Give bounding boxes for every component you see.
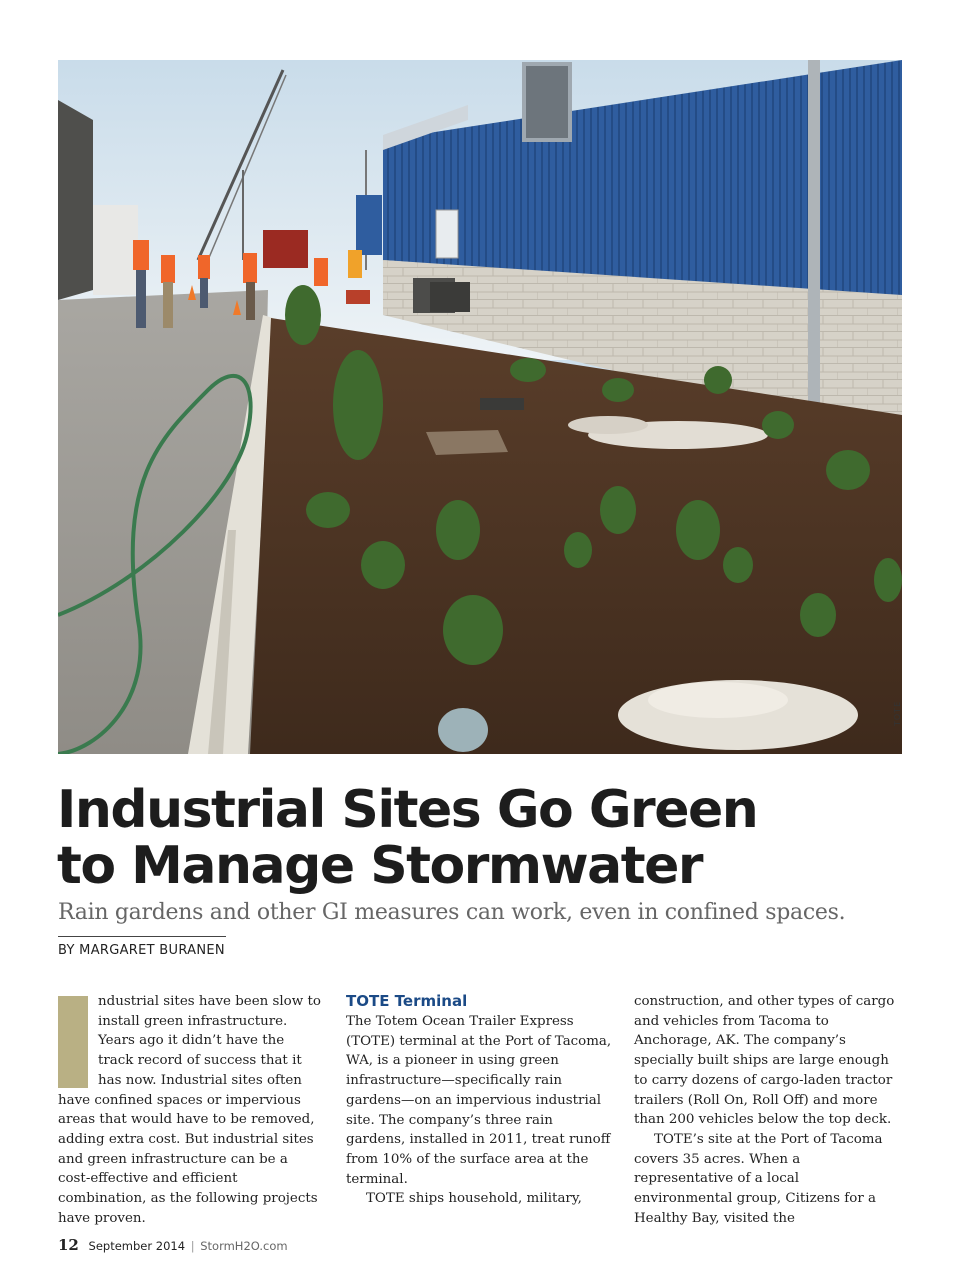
page-footer (58, 1236, 288, 1254)
col3-paragraph-2: TOTE’s site at the Port of Tacoma covers 35 acres. When a representative of a local environmental group, Citizens for a Healthy Bay, visited the (634, 1131, 883, 1226)
byline-rule (58, 936, 226, 937)
article-deck: Rain gardens and other GI measures can work, even in confined spaces. (58, 900, 846, 925)
col3-paragraph-1: construction, and other types of cargo and vehicles from Tacoma to Anchorage, AK. The company’s specially built ships are large enough to carry dozens of cargo-laden tractor trailers (Roll On, Roll Off) and more than 200 vehicles below the top deck. (634, 994, 895, 1128)
column-1 (58, 992, 322, 1228)
col1-paragraph: ndustrial sites have been slow to install green infrastructure. Years ago it didn’t have the track record of success that it has now. Industrial sites often have confined spaces or impervious areas that would have to be removed, adding extra cost. But industrial sites and green infrastructure can be a cost-effective and efficient combination, as the following projects have proven. (58, 994, 321, 1226)
article-title-line2: to Manage Stormwater (57, 836, 702, 896)
photo-illustration (58, 60, 902, 754)
column-3 (634, 992, 900, 1228)
article-title-line1: Industrial Sites Go Green (57, 780, 758, 840)
col2-paragraph-1: The Totem Ocean Trailer Express (TOTE) terminal at the Port of Tacoma, WA, is a pioneer in using green infrastructure—specifically rain gardens—on an impervious industrial site. The company’s three rain gardens, installed in 2011, treat runoff from 10% of the surface area at the terminal. (346, 1014, 612, 1187)
rain-garden-photo (58, 60, 902, 754)
photo-credit: TOTE (893, 700, 902, 726)
byline: BY MARGARET BURANEN (58, 943, 225, 958)
col2-paragraph-2: TOTE ships household, military, (366, 1191, 582, 1207)
issue-date: September 2014 (88, 1239, 186, 1253)
site-name: StormH2O.com (200, 1239, 288, 1253)
column-2 (346, 992, 612, 1209)
drop-cap (58, 996, 88, 1088)
footer-separator: | (190, 1239, 195, 1253)
section-heading: TOTE Terminal (346, 992, 468, 1010)
page-number: 12 (58, 1236, 79, 1254)
article-title (57, 782, 917, 894)
